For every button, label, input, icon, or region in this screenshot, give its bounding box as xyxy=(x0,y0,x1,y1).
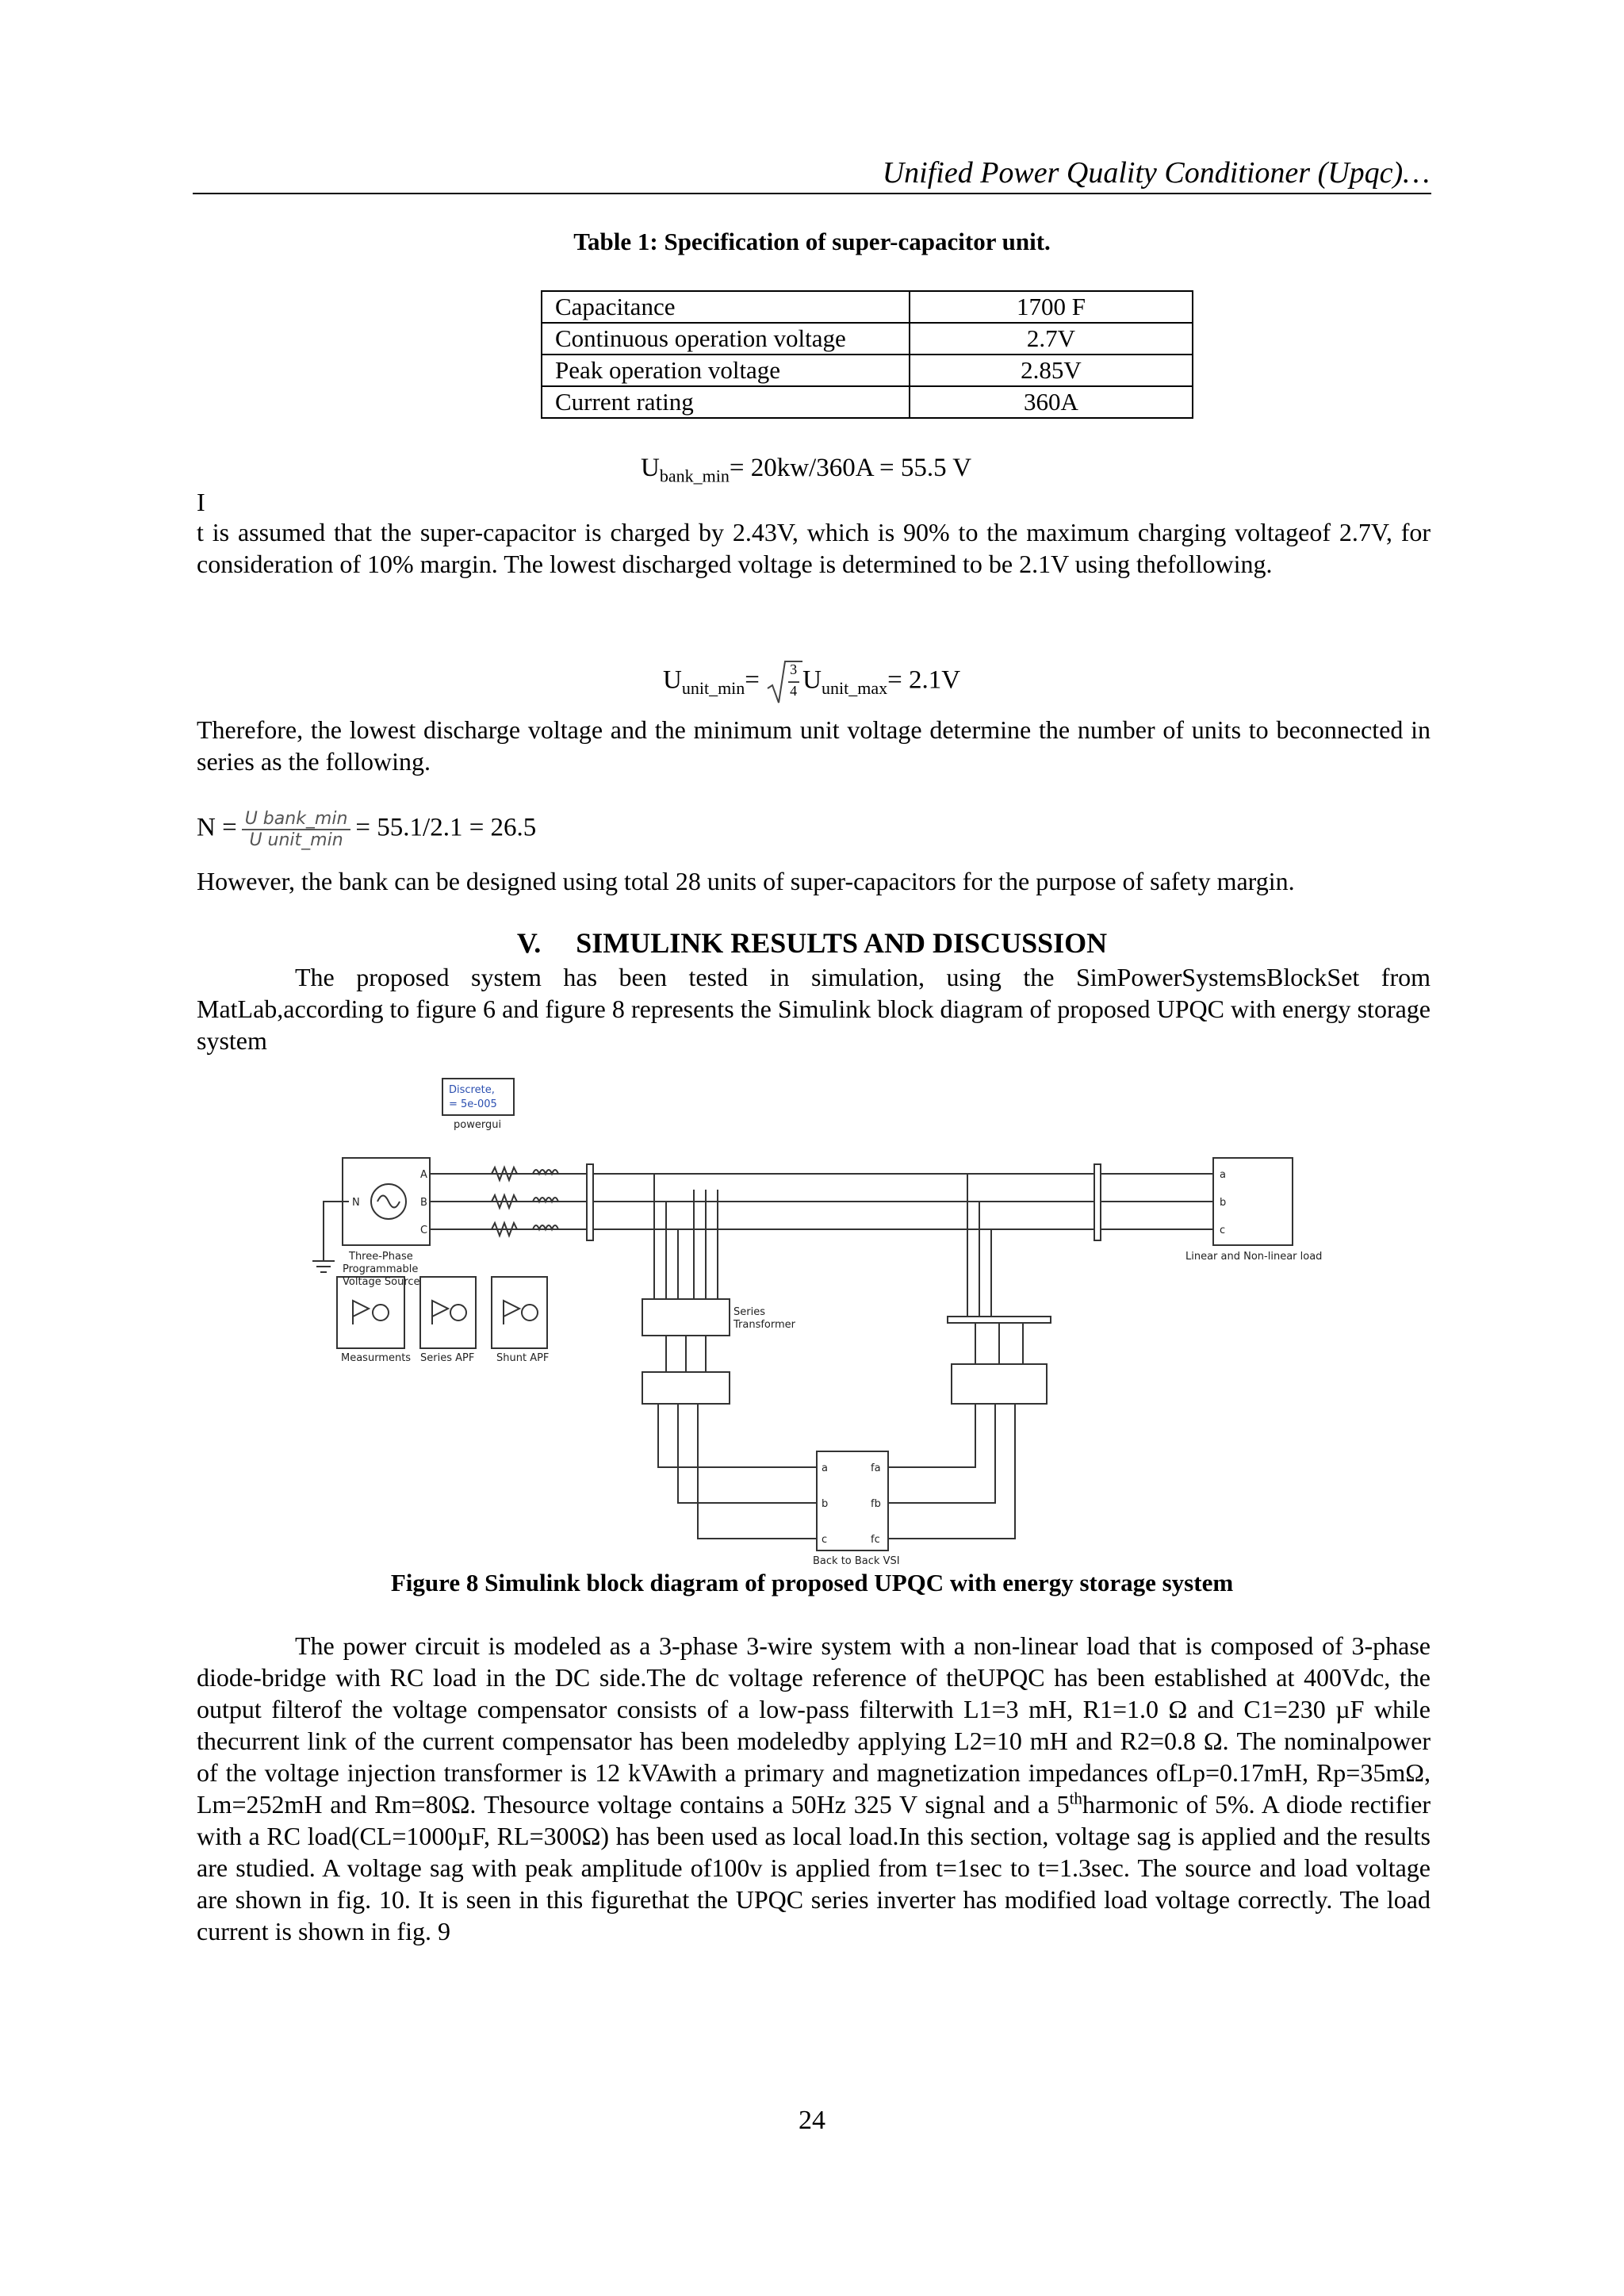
powergui-text-2: = 5e-005 xyxy=(449,1098,497,1110)
eq3-fraction xyxy=(242,809,351,850)
load-a-label: a xyxy=(1220,1169,1226,1181)
simulink-block-diagram xyxy=(301,1071,1332,1570)
table-row xyxy=(542,291,1193,323)
eq1-lhs: U xyxy=(641,454,660,482)
vsi-in-b: b xyxy=(822,1498,829,1510)
table-cell-value: 1700 F xyxy=(910,291,1193,323)
table-cell-value: 2.85V xyxy=(910,355,1193,386)
page-number: 24 xyxy=(799,2106,825,2135)
source-label-2: Programmable xyxy=(343,1263,419,1275)
eq3-rhs: = 55.1/2.1 = 26.5 xyxy=(355,813,537,842)
load-label: Linear and Non-linear load xyxy=(1185,1251,1323,1263)
paragraph-simulation: The proposed system has been tested in simulation, using the SimPowerSystemsBlockSet from MatLab,according to figure 6 and figure 8 represents the Simulink block diagram of proposed UPQC with energy storage system xyxy=(197,963,1431,1055)
para5-sup: th xyxy=(1069,1788,1082,1808)
sqrt-den: 4 xyxy=(790,683,798,699)
table-cell-value: 2.7V xyxy=(910,323,1193,355)
table-cell-value: 360A xyxy=(910,386,1193,418)
sqrt-symbol xyxy=(766,658,802,706)
port-n-label: N xyxy=(352,1197,360,1209)
vsi-out-a: fa xyxy=(871,1462,881,1474)
eq2-rhs: = 2.1V xyxy=(887,665,961,695)
section-heading xyxy=(0,926,1624,960)
table-row xyxy=(542,323,1193,355)
running-header: Unified Power Quality Conditioner (Upqc)… xyxy=(882,156,1430,190)
vsi-label: Back to Back VSI xyxy=(813,1555,900,1567)
dropcap: I xyxy=(197,488,205,516)
series-inverter-block[interactable] xyxy=(642,1372,730,1404)
shunt-apf-label: Shunt APF xyxy=(496,1352,550,1364)
table-row xyxy=(542,386,1193,418)
eq2-lhs: U xyxy=(663,665,682,695)
vsi-in-c: c xyxy=(822,1534,828,1546)
paragraph-power-circuit xyxy=(197,1630,1431,1947)
eq2-mid: U xyxy=(802,665,822,695)
series-apf-label: Series APF xyxy=(420,1352,475,1364)
table-cell-label: Capacitance xyxy=(542,291,910,323)
port-b-label: B xyxy=(420,1197,427,1209)
table-row xyxy=(542,355,1193,386)
eq2-sub1: unit_min xyxy=(681,678,745,699)
port-c-label: C xyxy=(420,1225,428,1236)
table-cell-label: Continuous operation voltage xyxy=(542,323,910,355)
vsi-out-c: fc xyxy=(871,1534,880,1546)
eq2-equals: = xyxy=(745,665,760,695)
para5-part1: The power circuit is modeled as a 3-phase 3-wire system with a non-linear load that is composed of 3-phase diode-bridge with RC load in the DC side.The dc voltage reference of theUPQC has been established at 400Vdc, the output filterof the voltage compensator consists of a low-pass filterwith L1=3 mH, R1=1.0 Ω and C1=230 µF while thecurrent link of the current compensator has been modeledby applying L2=10 mH and R2=0.8 Ω. The nominalpower of the voltage injection transformer is 12 kVAwith a primary and magnetization impedances ofLp=0.17mH, Rp=35mΩ, Lm=252mH and Rm=80Ω. Thesource voltage contains a 50Hz 325 V signal and a 5 xyxy=(197,1631,1431,1819)
powergui-label: powergui xyxy=(454,1119,502,1131)
table-cell-label: Peak operation voltage xyxy=(542,355,910,386)
load-c-label: c xyxy=(1220,1225,1226,1236)
eq1-rhs: = 20kw/360A = 55.5 V xyxy=(729,454,972,482)
equation-n xyxy=(197,809,536,850)
transformer-label-1: Series xyxy=(733,1306,765,1318)
equation-unit-min xyxy=(663,658,960,706)
series-transformer-block[interactable] xyxy=(642,1299,730,1336)
table-cell-label: Current rating xyxy=(542,386,910,418)
shunt-apf-block[interactable] xyxy=(492,1277,547,1348)
eq2-sub2: unit_max xyxy=(822,678,888,699)
eq3-lhs: N = xyxy=(197,813,237,842)
vsi-in-a: a xyxy=(822,1462,828,1474)
spec-table xyxy=(541,290,1193,419)
series-apf-block[interactable] xyxy=(420,1277,476,1348)
eq1-sub: bank_min xyxy=(659,466,730,486)
eq3-frac-top: U bank_min xyxy=(242,809,351,830)
sqrt-num: 3 xyxy=(790,661,798,677)
table-caption: Table 1: Specification of super-capacitor unit. xyxy=(573,228,1051,255)
shunt-bus-bar xyxy=(948,1317,1051,1323)
port-a-label: A xyxy=(420,1169,427,1181)
eq3-frac-bot: U unit_min xyxy=(249,830,343,850)
source-label-3: Voltage Source xyxy=(343,1276,420,1288)
powergui-text-1: Discrete, xyxy=(449,1084,495,1096)
transformer-label-2: Transformer xyxy=(733,1319,796,1331)
figure-caption: Figure 8 Simulink block diagram of proposed UPQC with energy storage system xyxy=(390,1569,1234,1596)
header-rule xyxy=(193,193,1431,194)
source-label-1: Three-Phase xyxy=(349,1251,413,1263)
paragraph-however: However, the bank can be designed using total 28 units of super-capacitors for the purpose of safety margin. xyxy=(197,867,1295,895)
section-number: V. xyxy=(516,927,542,959)
paragraph-therefore: Therefore, the lowest discharge voltage and the minimum unit voltage determine the number of units to beconnected in series as the following. xyxy=(197,715,1431,776)
bus-bar-left xyxy=(587,1164,593,1240)
shunt-inverter-block[interactable] xyxy=(952,1364,1047,1404)
paragraph-assumption: t is assumed that the super-capacitor is charged by 2.43V, which is 90% to the maximum charging voltageof 2.7V, for consideration of 10% margin. The lowest discharged voltage is determined to be 2.1V using thefollowing. xyxy=(197,518,1431,578)
measurements-label: Measurments xyxy=(341,1352,412,1364)
load-b-label: b xyxy=(1220,1197,1227,1209)
para5-part2: harmonic of 5%. A diode rectifier with a RC load(CL=1000µF, RL=300Ω) has been used as local load.In this section, voltage sag is applied and the results are studied. A voltage sag with peak amplitude of100v is applied from t=1sec to t=1.3sec. The source and load voltage are shown in fig. 10. It is seen in this figurethat the UPQC series inverter has modified load voltage correctly. The load current is shown in fig. 9 xyxy=(197,1790,1431,1945)
sqrt-fraction xyxy=(766,658,802,706)
section-title: SIMULINK RESULTS AND DISCUSSION xyxy=(576,927,1108,959)
bus-bar-right xyxy=(1094,1164,1101,1240)
vsi-out-b: fb xyxy=(871,1498,881,1510)
equation-bank-min xyxy=(641,454,971,487)
